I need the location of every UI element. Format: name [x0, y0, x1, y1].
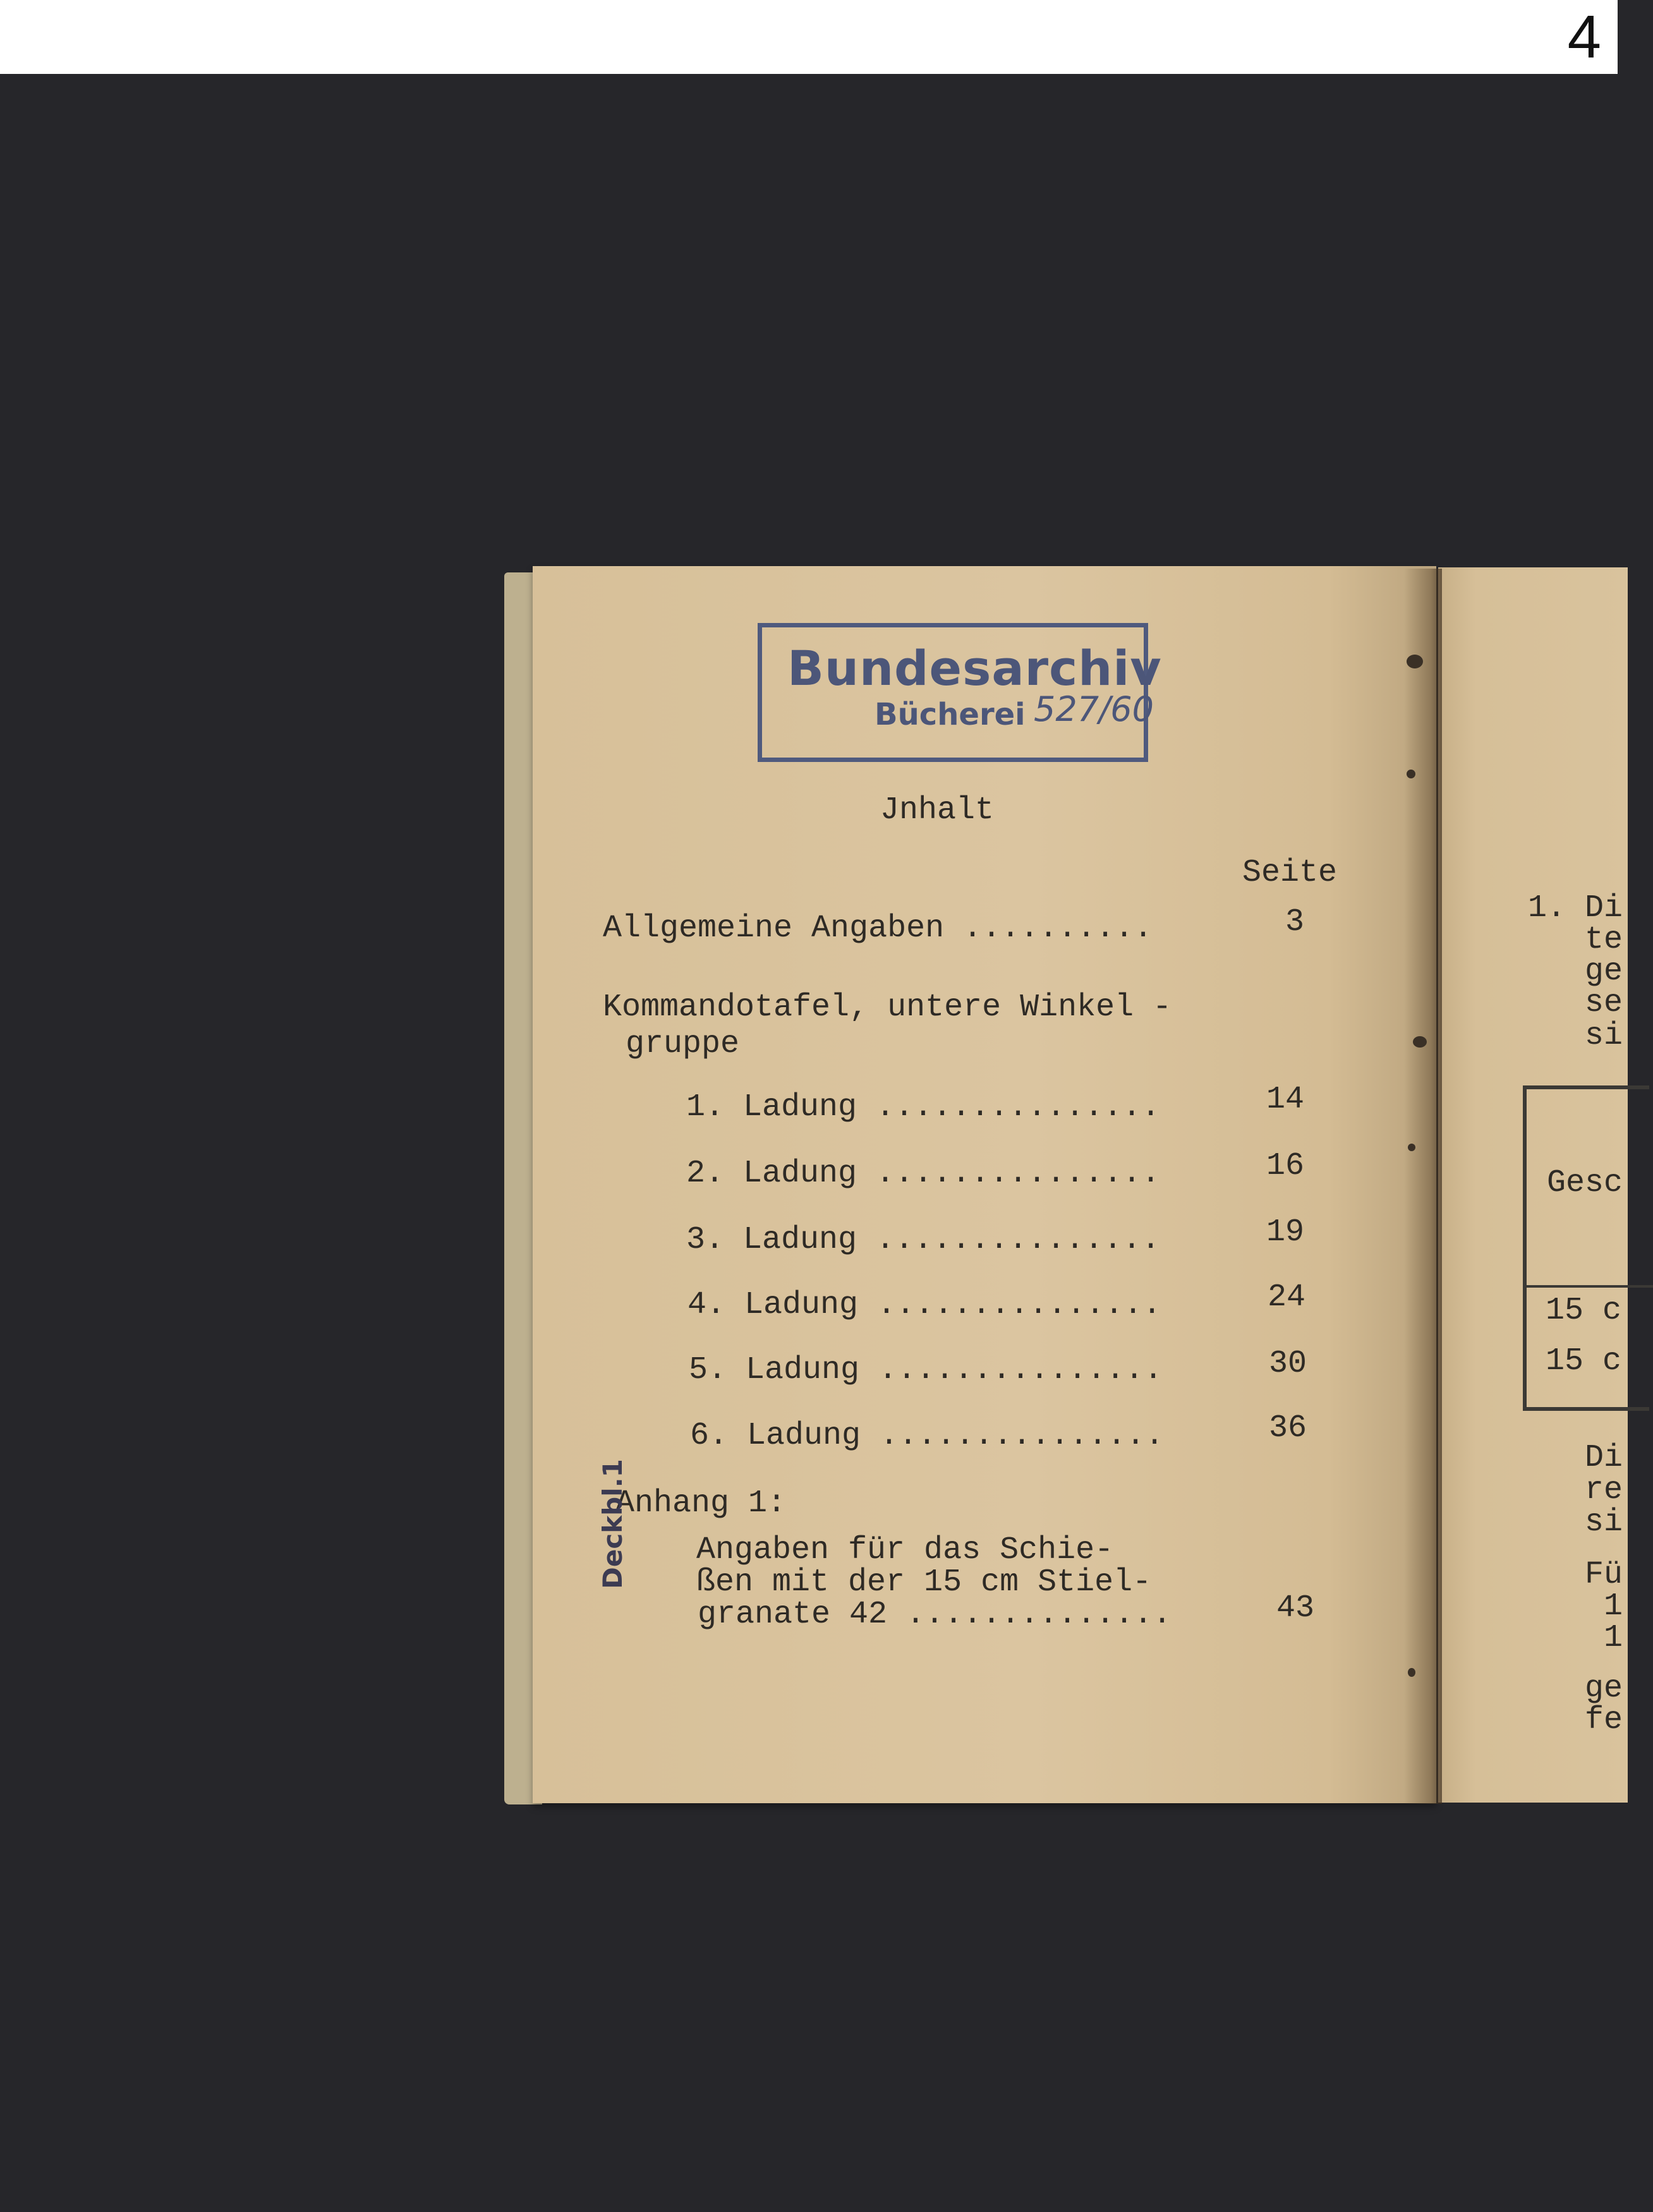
right-page-text: si — [1585, 1018, 1623, 1054]
stamp-title: Bundesarchiv — [787, 640, 1162, 696]
toc-entry-page: 36 — [1269, 1410, 1307, 1446]
right-page-text: 1 — [1604, 1620, 1623, 1656]
toc-entry-text: Allgemeine Angaben .......... — [603, 910, 1153, 946]
toc-heading: Jnhalt — [880, 792, 995, 828]
right-page-text: 1 — [1604, 1588, 1623, 1624]
staple-hole — [1407, 655, 1423, 668]
archive-stamp — [758, 623, 1162, 762]
toc-entry-text: Kommandotafel, untere Winkel - — [603, 989, 1172, 1025]
top-bar — [0, 0, 1618, 74]
staple-hole — [1408, 1668, 1415, 1677]
right-page-text: 15 c — [1546, 1343, 1622, 1379]
page-gutter — [1404, 569, 1442, 1804]
toc-entry-text: ßen mit der 15 cm Stiel- — [696, 1564, 1152, 1600]
table-rule — [1527, 1285, 1653, 1288]
right-page-text: se — [1585, 985, 1623, 1021]
staple-hole — [1408, 1144, 1415, 1151]
right-page-text: Di — [1585, 1440, 1623, 1476]
right-page-text: ge — [1585, 953, 1623, 989]
right-page-text: ge — [1585, 1671, 1623, 1707]
right-page-text: te — [1585, 922, 1623, 958]
toc-entry-text: 2. Ladung ............... — [686, 1156, 1161, 1192]
staple-hole — [1407, 770, 1415, 778]
right-page-text: si — [1585, 1504, 1623, 1540]
page-column-label: Seite — [1242, 855, 1338, 891]
page-number: 4 — [1567, 3, 1601, 71]
toc-entry-page: 3 — [1285, 904, 1305, 940]
side-stamp-label: Deckbl.1 — [597, 1459, 628, 1589]
staple-hole — [1413, 1036, 1427, 1048]
right-page-text: 15 c — [1546, 1293, 1622, 1329]
toc-entry-text: granate 42 .............. — [698, 1597, 1172, 1633]
appendix-heading: Anhang 1: — [615, 1485, 787, 1521]
toc-entry-page: 19 — [1266, 1214, 1305, 1250]
right-page-text: re — [1585, 1472, 1623, 1508]
toc-entry-text: 1. Ladung ............... — [686, 1089, 1161, 1125]
toc-entry-page: 30 — [1269, 1346, 1307, 1382]
toc-entry-page: 14 — [1266, 1082, 1305, 1118]
stamp-number: 527/60 — [1034, 689, 1154, 729]
toc-entry-text: 5. Ladung ............... — [689, 1352, 1163, 1388]
toc-entry-text: 4. Ladung ............... — [687, 1287, 1162, 1323]
stamp-subtitle: Bücherei — [875, 697, 1026, 732]
toc-entry-page: 24 — [1268, 1279, 1306, 1315]
right-page-text: 1. Di — [1528, 890, 1623, 926]
toc-entry-text: gruppe — [626, 1026, 740, 1062]
toc-entry-text: 3. Ladung ............... — [686, 1222, 1161, 1258]
right-page-text: Gesc — [1547, 1165, 1623, 1201]
toc-entry-page: 43 — [1276, 1590, 1315, 1626]
toc-entry-text: Angaben für das Schie- — [696, 1532, 1114, 1568]
toc-entry-page: 16 — [1266, 1148, 1305, 1184]
right-page-text: Fü — [1585, 1557, 1623, 1593]
right-page-text: fe — [1585, 1702, 1623, 1738]
toc-entry-text: 6. Ladung ............... — [690, 1418, 1165, 1454]
